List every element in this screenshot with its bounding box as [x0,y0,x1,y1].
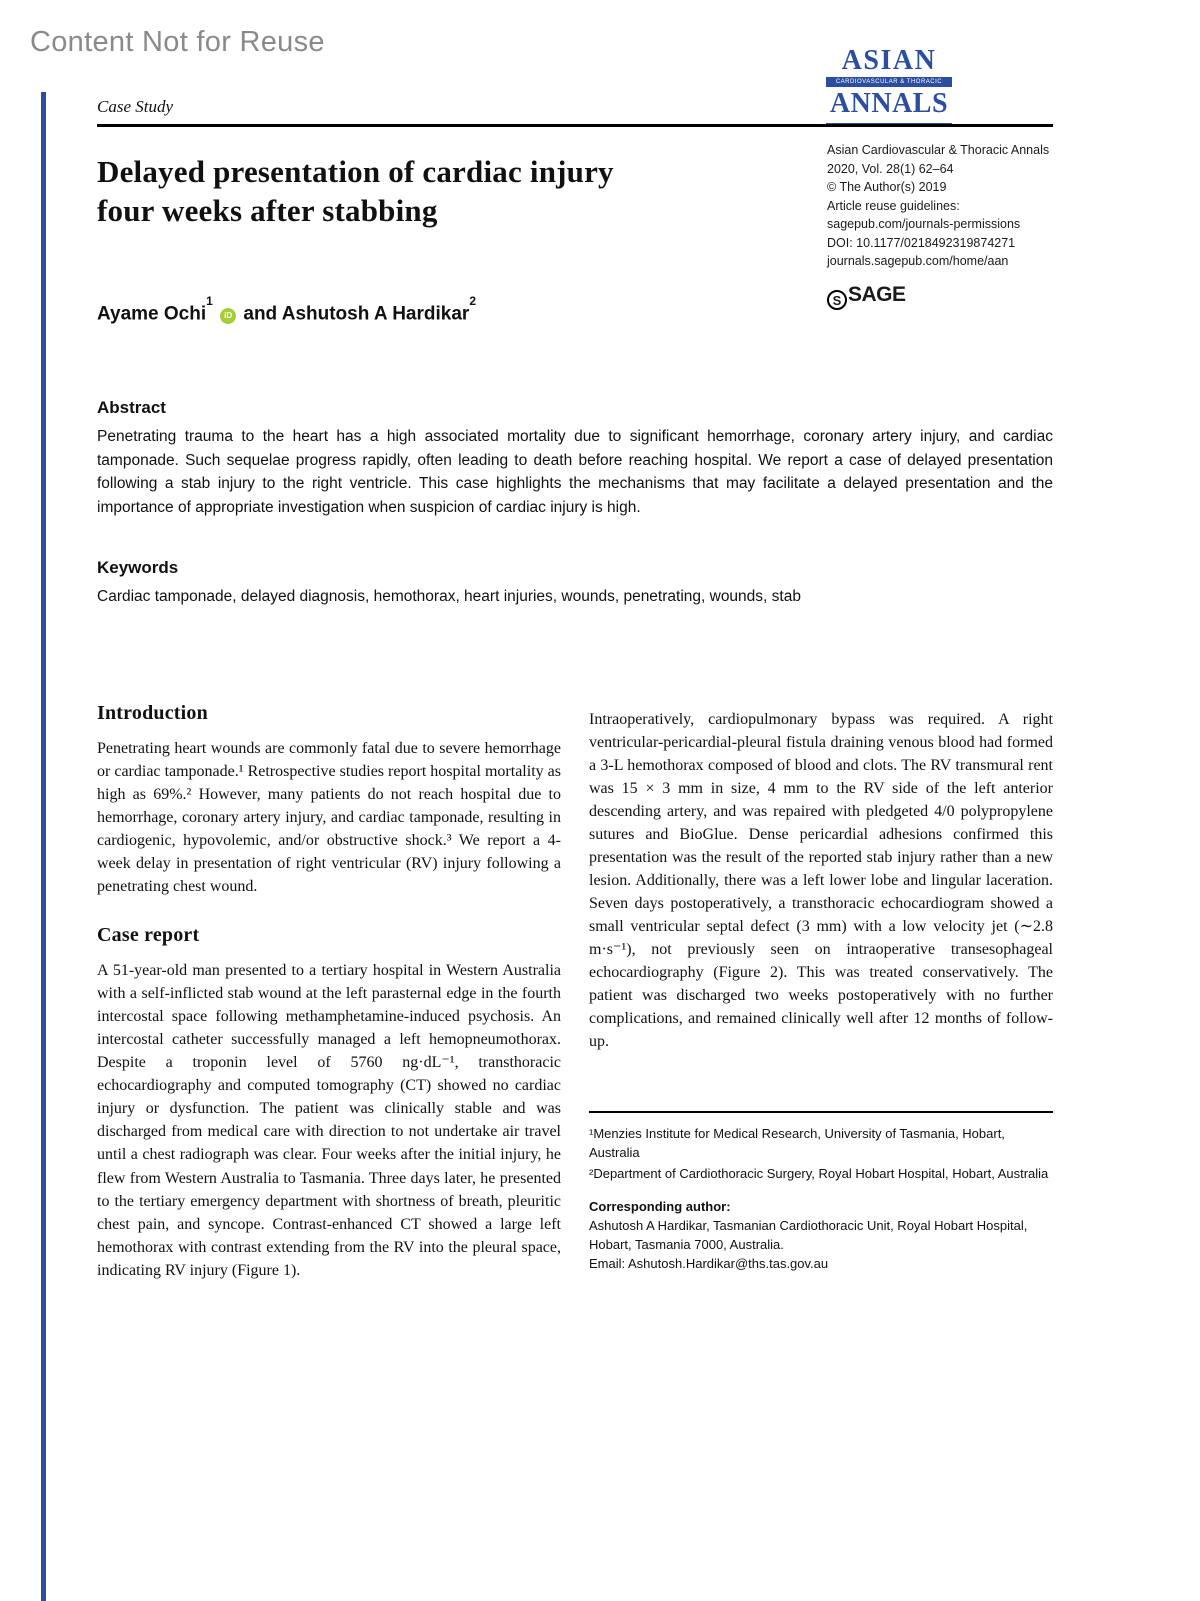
left-accent-bar [41,92,46,1601]
journal-logo [826,46,952,125]
article-body-columns [97,702,1053,1282]
authors-line [97,294,476,325]
author-second-name: Ashutosh A Hardikar [281,303,470,325]
meta-reuse-guidelines-label: Article reuse guidelines: [827,198,960,213]
meta-journal-name: Asian Cardiovascular & Thoracic Annals [827,143,1050,157]
journal-logo-asian: ASIAN [841,45,937,76]
watermark-text: Content Not for Reuse [30,26,325,58]
author-second-affiliation-sup: 2 [469,294,476,308]
operative-course-paragraph: Intraoperatively, cardiopulmonary bypass was required. A right ventricular-pericardial-pleural fistula draining venous blood had formed a 3-L hemothorax composed of blood and clots. The RV transmural rent was 15 × 3 mm in size, 4 mm to the RV side of the left anterior descending artery, and was repaired with pledgeted 4/0 polypropylene sutures and BioGlue. Dense pericardial adhesions confirmed this presentation was the result of the reported stab injury rather than a new lesion. Additionally, there was a left lower lobe and lingular laceration. Seven days postoperatively, a transthoracic echocardiogram showed a small ventricular septal defect (3 mm) with a low velocity jet (∼2.8 m·s⁻¹), not previously seen on intraoperative transesophageal echocardiography (Figure 2). This was treated conservatively. The patient was discharged two weeks postoperatively with no further complications, and remained clinically well after 12 months of follow-up. [589,711,1053,1051]
meta-journal-home-link[interactable]: journals.sagepub.com/home/aan [827,254,1009,268]
abstract-heading: Abstract [97,398,166,417]
sage-logo [827,279,1059,310]
author-first-name: Ayame Ochi [97,303,207,325]
keywords-heading: Keywords [97,558,179,577]
footnotes-block [589,1111,1053,1273]
journal-meta-block [827,141,1059,310]
journal-logo-banner: CARDIOVASCULAR & THORACIC [826,77,952,87]
meta-doi-line: DOI: 10.1177/0218492319874271 [827,235,1016,250]
meta-permissions-link[interactable]: sagepub.com/journals-permissions [827,217,1021,231]
sage-s-circle-icon: S [827,290,847,310]
orcid-icon[interactable]: iD [220,308,236,324]
affiliation-2: ²Department of Cardiothoracic Surgery, Royal Hobart Hospital, Hobart, Australia [589,1166,1049,1182]
meta-copyright-line: © The Author(s) 2019 [827,180,947,194]
corresponding-author-label: Corresponding author: [589,1199,731,1214]
abstract-text: Penetrating trauma to the heart has a high associated mortality due to significant hemorrhage, coronary artery injury, and cardiac tamponade. Such sequelae progress rapidly, often leading to death before reaching hospital. We report a case of delayed presentation following a stab injury to the right ventricle. This case highlights the mechanisms that may facilitate a delayed presentation and the importance of appropriate investigation when suspicion of cardiac injury is high. [97,428,1053,516]
case-report-paragraph: A 51-year-old man presented to a tertiary hospital in Western Australia with a self-inflicted stab wound at the left parasternal edge in the fourth intercostal space following methamphetamine-induced psychosis. An intercostal catheter successfully managed a left hemopneumothorax. Despite a troponin level of 5760 ng·dL⁻¹, transthoracic echocardiography and computed tomography (CT) showed no cardiac injury or dysfunction. The patient was clinically stable and was discharged from medical care with direction to not undertake air travel until a chest radiograph was clear. Four weeks after the initial injury, he flew from Western Australia to Tasmania. Three days later, he presented to the tertiary emergency department with shortness of breath, pleuritic chest pain, and syncope. Contrast-enhanced CT showed a large left hemothorax with contrast extending from the RV into the pleural space, indicating RV injury (Figure 1). [97,962,561,1279]
author-first-affiliation-sup: 1 [206,294,213,308]
keywords-text: Cardiac tamponade, delayed diagnosis, hemothorax, heart injuries, wounds, penetrating, wounds, stab [97,588,801,605]
authors-joiner: and [243,303,278,325]
affiliation-1: ¹Menzies Institute for Medical Research, University of Tasmania, Hobart, Australia [589,1126,1005,1161]
header-divider-rule [97,124,1053,127]
corresponding-author-text: Ashutosh A Hardikar, Tasmanian Cardiothoracic Unit, Royal Hobart Hospital, Hobart, Tasmania 7000, Australia. [589,1217,1028,1252]
right-column [589,702,1053,1282]
section-heading-case-report: Case report [97,924,200,947]
keywords-section [97,558,1053,609]
section-heading-introduction: Introduction [97,702,208,724]
left-column [97,702,561,1282]
introduction-paragraph: Penetrating heart wounds are commonly fatal due to severe hemorrhage or cardiac tamponade.¹ Retrospective studies report hospital mortality as high as 69%.² However, many patients do not reach hospital due to hemorrhage, coronary artery injury, and cardiac tamponade, resulting in cardiogenic, hypovolemic, and/or obstructive shock.³ We report a 4-week delay in presentation of right ventricular (RV) injury following a penetrating chest wound. [97,740,561,896]
meta-citation-line: 2020, Vol. 28(1) 62–64 [827,161,954,176]
corresponding-author-email[interactable]: Email: Ashutosh.Hardikar@ths.tas.gov.au [589,1255,829,1271]
journal-logo-annals: ANNALS [826,89,952,124]
sage-wordmark: SAGE [848,282,906,306]
article-type-label: Case Study [97,97,174,116]
abstract-section [97,398,1053,519]
page-title: Delayed presentation of cardiac injury four weeks after stabbing [97,154,614,229]
